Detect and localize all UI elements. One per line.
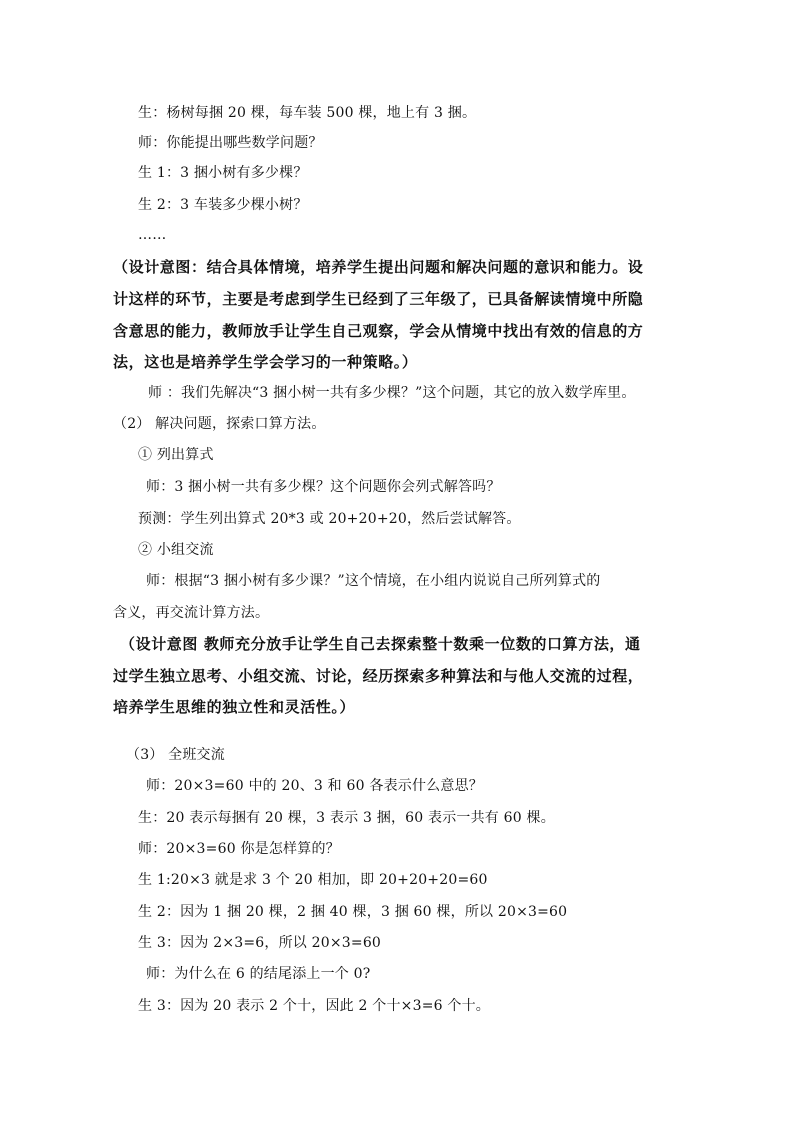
text-line: 师：为什么在 6 的结尾添上一个 0? — [146, 966, 371, 982]
section-heading: （3） 全班交流 — [126, 747, 225, 763]
design-intent-paragraph: 法，这也是培养学生学会学习的一种策略。） — [113, 353, 418, 371]
text-line: 生 2：因为 1 捆 20 棵，2 捆 40 棵，3 捆 60 棵，所以 20×3=60 — [138, 904, 568, 920]
text-line: 师：你能提出哪些数学问题？ — [138, 135, 323, 151]
text-line: 生 3：因为 20 表示 2 个十，因此 2 个十×3=6 个十。 — [138, 998, 491, 1014]
text-line: …… — [138, 227, 167, 243]
subsection-heading: ① 列出算式 — [138, 447, 214, 463]
text-line: 预测：学生列出算式 20*3 或 20+20+20，然后尝试解答。 — [138, 511, 521, 527]
text-line: 师 ：我们先解决“3 捆小树一共有多少棵？”这个问题，其它的放入数学库里。 — [148, 385, 636, 401]
text-line: 生 1：3 捆小树有多少棵？ — [138, 165, 308, 181]
text-line: 生 2：3 车装多少棵小树？ — [138, 197, 308, 213]
text-line: 生 1:20×3 就是求 3 个 20 相加，即 20+20+20=60 — [138, 872, 488, 888]
design-intent-paragraph: 培养学生思维的独立性和灵活性。） — [113, 698, 356, 716]
text-line: 生 3：因为 2×3=6，所以 20×3=60 — [138, 935, 382, 951]
text-line: 含义，再交流计算方法。 — [113, 605, 270, 621]
text-line: 师：3 捆小树一共有多少棵？这个问题你会列式解答吗？ — [146, 479, 501, 495]
text-line: 师：根据“3 捆小树有多少课？”这个情境，在小组内说说自己所列算式的 — [146, 573, 601, 589]
design-intent-paragraph: 过学生独立思考、小组交流、讨论，经历探索多种算法和与他人交流的过程， — [113, 667, 644, 685]
section-heading: （2） 解决问题，探索口算方法。 — [113, 416, 326, 432]
text-line: 生：杨树每捆 20 棵，每车装 500 棵，地上有 3 捆。 — [138, 105, 477, 121]
design-intent-paragraph: （设计意图：结合具体情境，培养学生提出问题和解决问题的意识和能力。设 — [113, 258, 644, 276]
design-intent-paragraph: 含意思的能力，教师放手让学生自己观察，学会从情境中找出有效的信息的方 — [113, 322, 644, 340]
text-line: 师：20×3=60 你是怎样算的？ — [138, 841, 340, 857]
text-line: 生：20 表示每捆有 20 棵，3 表示 3 捆，60 表示一共有 60 棵。 — [138, 810, 555, 826]
subsection-heading: ② 小组交流 — [138, 542, 214, 558]
design-intent-paragraph: 计这样的环节，主要是考虑到学生已经到了三年级了，已具备解读情境中所隐 — [113, 290, 644, 308]
design-intent-paragraph: （设计意图 教师充分放手让学生自己去探索整十数乘一位数的口算方法，通 — [120, 635, 641, 653]
text-line: 师：20×3=60 中的 20、3 和 60 各表示什么意思？ — [146, 778, 483, 794]
